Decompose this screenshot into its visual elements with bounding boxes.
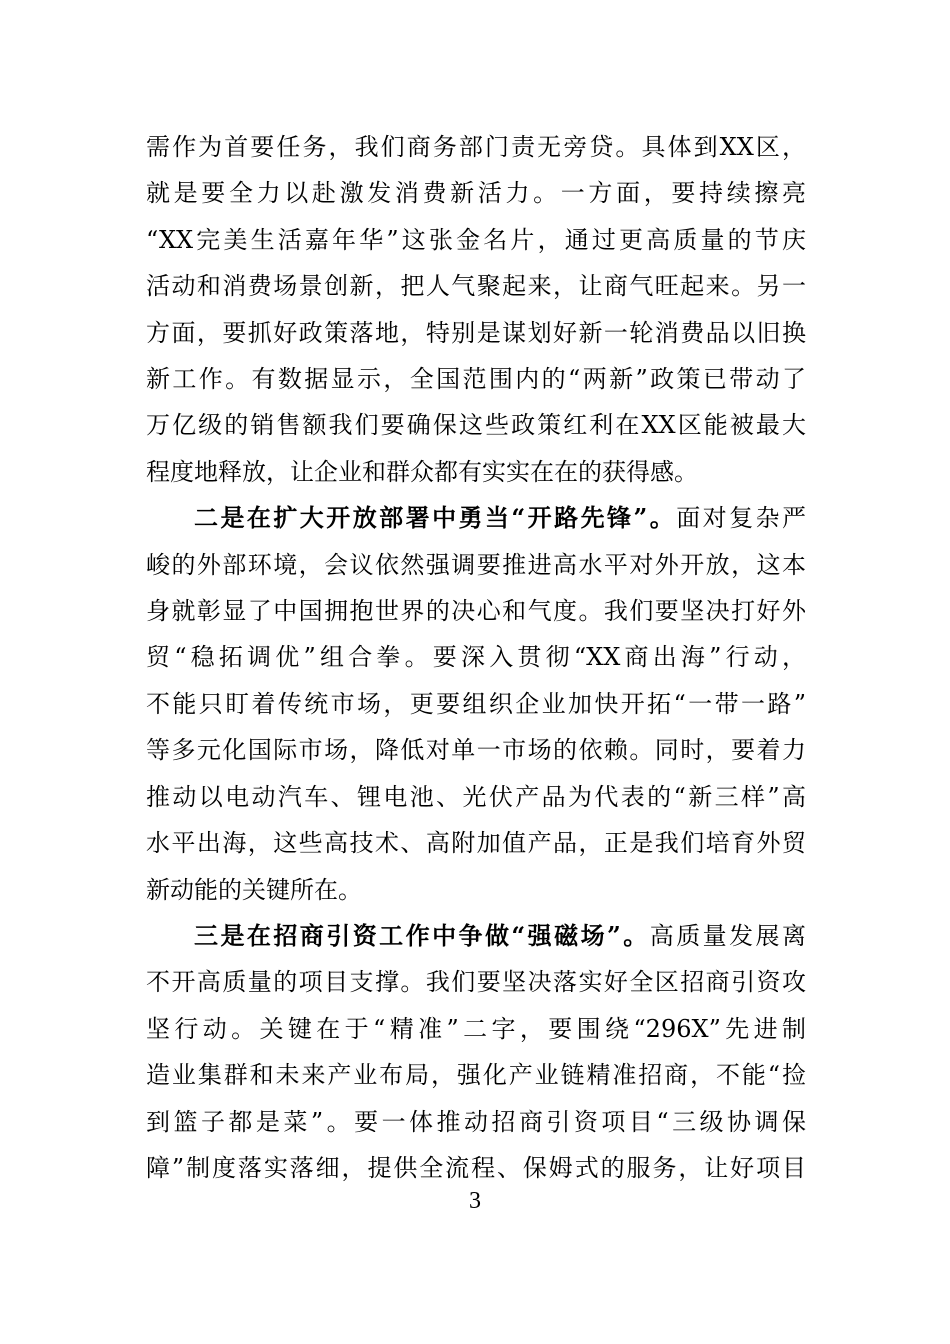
text-line: 活动和消费场景创新，把人气聚起来，让商气旺起来。另一 (146, 272, 806, 301)
text-line: 就是要全力以赴激发消费新活力。一方面，要持续擦亮 (146, 179, 806, 208)
text-line: 程度地释放，让企业和群众都有实实在在的获得感。 (146, 457, 698, 486)
body-text (146, 124, 806, 1191)
paragraph-heading: 三是在招商引资工作中争做“强磁场”。 (194, 920, 650, 950)
paragraph-heading: 二是在扩大开放部署中勇当“开路先锋”。 (194, 503, 677, 533)
text-line: 不能只盯着传统市场，更要组织企业加快开拓“一带一路” (146, 689, 806, 718)
text-line: “XX完美生活嘉年华”这张金名片，通过更高质量的节庆 (146, 225, 806, 254)
text-line: 万亿级的销售额我们要确保这些政策红利在XX区能被最大 (146, 411, 806, 440)
text-line: 推动以电动汽车、锂电池、光伏产品为代表的“新三样”高 (146, 782, 806, 811)
text-line: 等多元化国际市场，降低对单一市场的依赖。同时，要着力 (146, 736, 806, 765)
text-line: 坚行动。关键在于“精准”二字，要围绕“296X”先进制 (146, 1014, 806, 1043)
heading-continuation: 面对复杂严 (676, 504, 807, 533)
text-line: 造业集群和未来产业布局，强化产业链精准招商，不能“捡 (146, 1061, 806, 1090)
text-line: 峻的外部环境，会议依然强调要推进高水平对外开放，这本 (146, 550, 806, 579)
text-line: 不开高质量的项目支撑。我们要坚决落实好全区招商引资攻 (146, 968, 806, 997)
paragraph-first-line (146, 495, 806, 541)
text-line: 障”制度落实落细，提供全流程、保姆式的服务，让好项目 (146, 1153, 806, 1182)
text-line: 贸“稳拓调优”组合拳。要深入贯彻“XX商出海”行动， (146, 643, 806, 672)
text-line: 到篮子都是菜”。要一体推动招商引资项目“三级协调保 (146, 1107, 806, 1136)
text-line: 需作为首要任务，我们商务部门责无旁贷。具体到XX区， (146, 133, 806, 161)
text-line: 身就彰显了中国拥抱世界的决心和气度。我们要坚决打好外 (146, 597, 806, 626)
page-number: 3 (469, 1188, 481, 1214)
text-line: 新动能的关键所在。 (146, 875, 362, 904)
heading-continuation: 高质量发展离 (649, 921, 807, 950)
text-line: 新工作。有数据显示，全国范围内的“两新”政策已带动了 (146, 365, 806, 394)
paragraph-first-line (146, 913, 806, 959)
text-line: 方面，要抓好政策落地，特别是谋划好新一轮消费品以旧换 (146, 318, 806, 347)
text-line: 水平出海，这些高技术、高附加值产品，正是我们培育外贸 (146, 829, 806, 858)
